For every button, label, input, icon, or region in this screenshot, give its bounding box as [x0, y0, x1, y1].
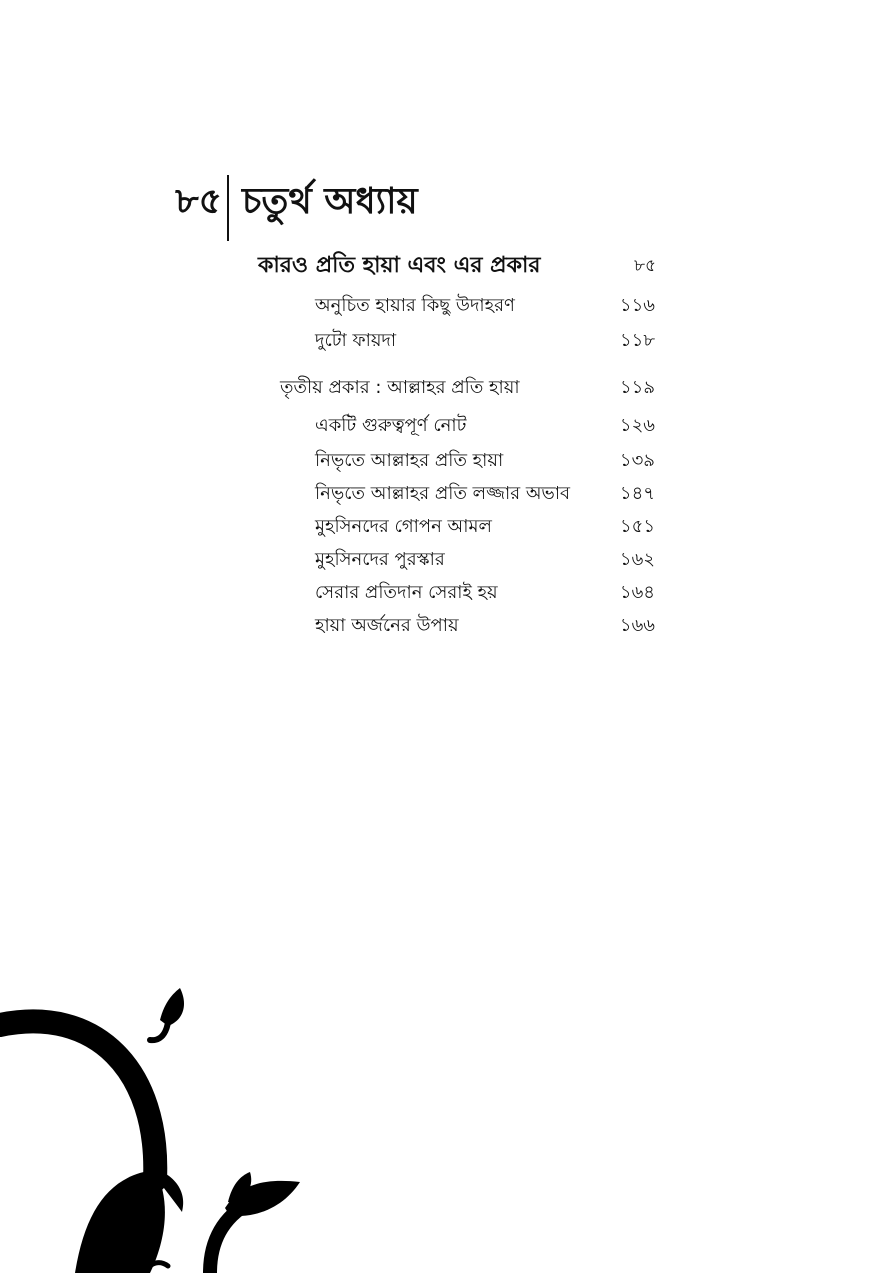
toc-entry-page: ১৩৯	[619, 450, 655, 471]
toc-entry-label: হায়া অর্জনের উপায়	[315, 615, 459, 636]
chapter-number: ৮৫	[175, 181, 222, 222]
toc-entry-label: মুহসিনদের পুরস্কার	[315, 549, 445, 570]
vine-bud-top	[160, 988, 184, 1026]
toc-entry-page: ১১৬	[619, 295, 655, 316]
vine-curl-bottom	[145, 1263, 168, 1273]
toc-entry-label: অনুচিত হায়ার কিছু উদাহরণ	[315, 295, 515, 316]
vine-ornament	[0, 980, 330, 1273]
toc-entry-page: ১৫১	[619, 516, 655, 537]
vine-stem-arc	[0, 1021, 155, 1180]
toc-entry-section[interactable]	[280, 373, 655, 403]
toc-entry-label: একটি গুরুত্বপূর্ণ নোট	[315, 415, 467, 436]
toc-entry-page: ১৬২	[619, 549, 655, 570]
toc-entry-label: কারও প্রতি হায়া এবং এর প্রকার	[258, 253, 541, 278]
vine-leaf-large	[75, 1170, 165, 1273]
toc-entry-label: মুহসিনদের গোপন আমল	[315, 516, 492, 537]
chapter-divider	[227, 175, 229, 241]
toc-entry-label: তৃতীয় প্রকার : আল্লাহর প্রতি হায়া	[280, 377, 520, 398]
toc-entry-label: নিভৃতে আল্লাহর প্রতি লজ্জার অভাব	[315, 483, 571, 504]
toc-entry-page: ৮৫	[633, 256, 656, 276]
toc-entry[interactable]	[315, 512, 655, 542]
toc-entry[interactable]	[315, 411, 655, 441]
toc-entry[interactable]	[315, 326, 655, 356]
toc-entry-label: সেরার প্রতিদান সেরাই হয়	[315, 582, 498, 603]
toc-entry-label: নিভৃতে আল্লাহর প্রতি হায়া	[315, 450, 504, 471]
toc-entry[interactable]	[315, 611, 655, 641]
toc-entry[interactable]	[315, 446, 655, 476]
toc-entry-page: ১৬৪	[619, 582, 655, 603]
toc-entry[interactable]	[315, 291, 655, 321]
toc-entry-page: ১২৬	[619, 415, 655, 436]
toc-entry-page: ১৬৬	[619, 615, 655, 636]
toc-entry-page: ১১৯	[619, 377, 655, 398]
toc-entry-page: ১৪৭	[619, 483, 655, 504]
toc-entry[interactable]	[315, 479, 655, 509]
toc-entry-main[interactable]	[258, 251, 656, 281]
toc-entry[interactable]	[315, 578, 655, 608]
toc-entry-page: ১১৮	[619, 330, 655, 351]
toc-entry-label: দুটো ফায়দা	[315, 330, 397, 351]
toc-entry[interactable]	[315, 545, 655, 575]
chapter-title: চতুর্থ অধ্যায়	[242, 181, 418, 222]
